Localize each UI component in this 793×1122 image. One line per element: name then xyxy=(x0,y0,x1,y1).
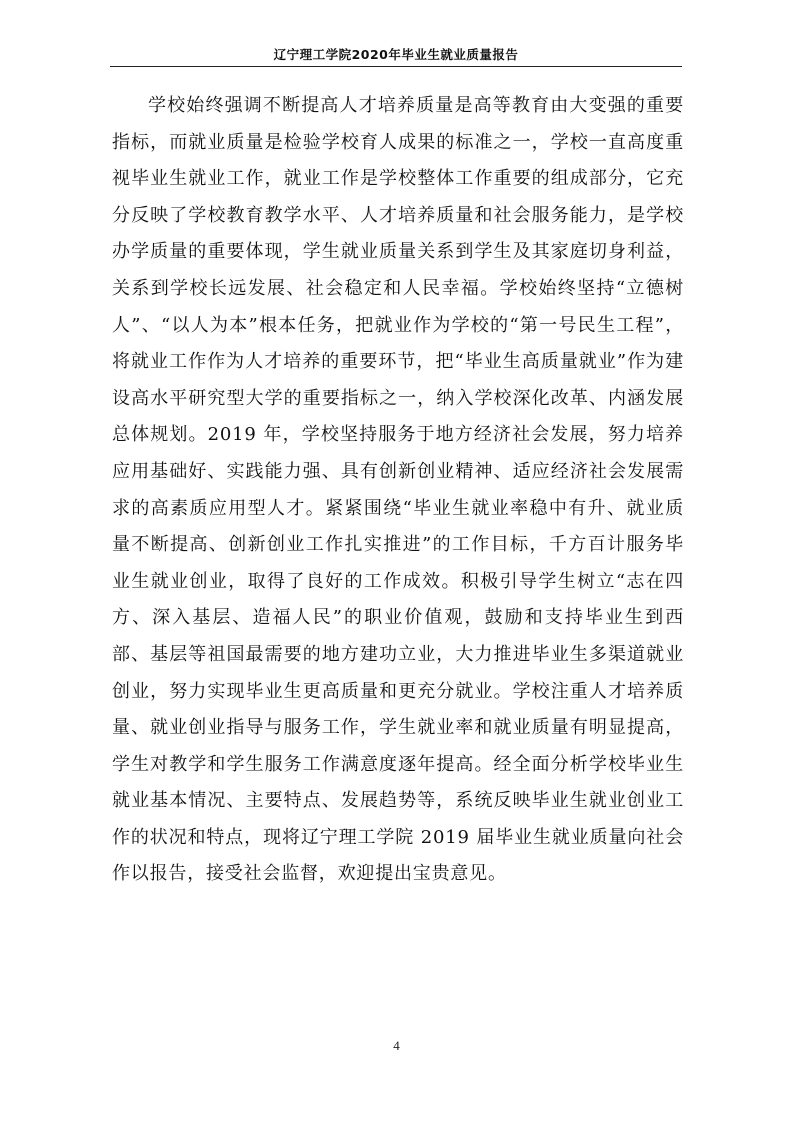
page-number: 4 xyxy=(393,1038,400,1053)
page-header xyxy=(110,44,682,67)
header-title: 辽宁理工学院2020年毕业生就业质量报告 xyxy=(273,47,519,62)
body-paragraph: 学校始终强调不断提高人才培养质量是高等教育由大变强的重要指标，而就业质量是检验学校育人成果的标准之一，学校一直高度重视毕业生就业工作，就业工作是学校整体工作重要的组成部分，它充分反映了学校教育教学水平、人才培养质量和社会服务能力，是学校办学质量的重要体现，学生就业质量关系到学生及其家庭切身利益，关系到学校长远发展、社会稳定和人民幸福。学校始终坚持“立德树人”、“以人为本”根本任务，把就业作为学校的“第一号民生工程”，将就业工作作为人才培养的重要环节，把“毕业生高质量就业”作为建设高水平研究型大学的重要指标之一，纳入学校深化改革、内涵发展总体规划。2019 年，学校坚持服务于地方经济社会发展，努力培养应用基础好、实践能力强、具有创新创业精神、适应经济社会发展需求的高素质应用型人才。紧紧围绕“毕业生就业率稳中有升、就业质量不断提高、创新创业工作扎实推进”的工作目标，千方百计服务毕业生就业创业，取得了良好的工作成效。积极引导学生树立“志在四方、深入基层、造福人民”的职业价值观，鼓励和支持毕业生到西部、基层等祖国最需要的地方建功立业，大力推进毕业生多渠道就业创业，努力实现毕业生更高质量和更充分就业。学校注重人才培养质量、就业创业指导与服务工作，学生就业率和就业质量有明显提高，学生对教学和学生服务工作满意度逐年提高。经全面分析学校毕业生就业基本情况、主要特点、发展趋势等，系统反映毕业生就业创业工作的状况和特点，现将辽宁理工学院 2019 届毕业生就业质量向社会作以报告，接受社会监督，欢迎提出宝贵意见。 xyxy=(112,95,684,885)
